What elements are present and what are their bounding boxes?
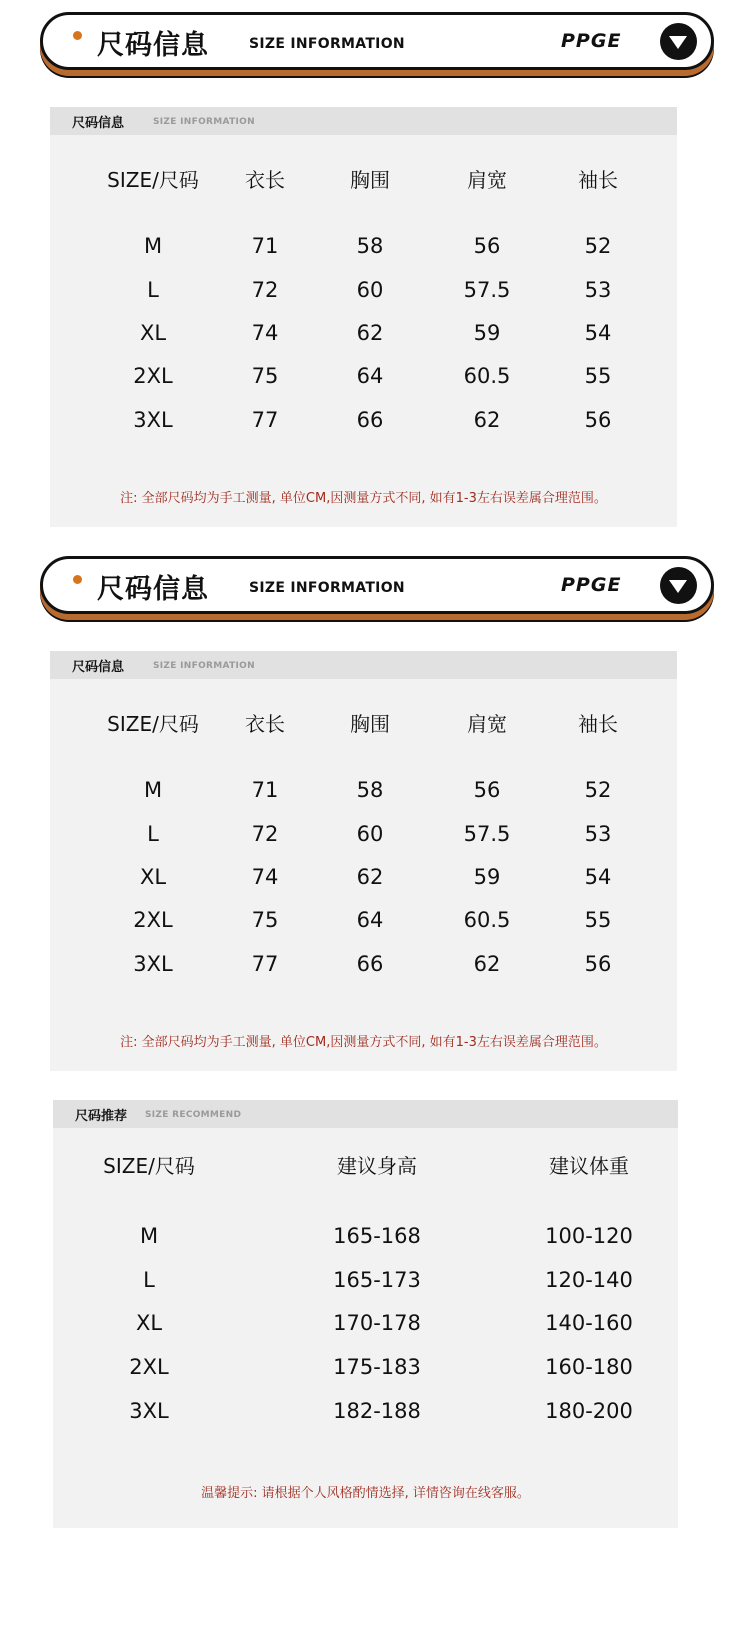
size-label-cell: L bbox=[147, 278, 159, 302]
tip-note: 温馨提示: 请根据个人风格酌情选择, 详情咨询在线客服。 bbox=[201, 1486, 530, 1501]
table-cell: 53 bbox=[584, 278, 612, 302]
size-label-cell: 2XL bbox=[129, 1355, 169, 1379]
table-cell: 62 bbox=[473, 408, 501, 432]
table-cell: 59 bbox=[473, 321, 501, 345]
table-cell: 72 bbox=[251, 278, 279, 302]
table-cell: 75 bbox=[251, 364, 279, 388]
table-cell: 71 bbox=[251, 778, 279, 802]
table-cell: 60.5 bbox=[463, 364, 511, 388]
table-cell: 74 bbox=[251, 865, 279, 889]
panel-title-cn: 尺码推荐 bbox=[75, 1109, 128, 1124]
table-cell: 60 bbox=[356, 822, 384, 846]
column-header: 胸围 bbox=[350, 712, 390, 736]
section-title-en: SIZE INFORMATION bbox=[249, 580, 405, 596]
column-header: 肩宽 bbox=[467, 168, 507, 192]
size-label-cell: XL bbox=[139, 321, 167, 345]
size-label-cell: L bbox=[147, 822, 159, 846]
table-cell: 74 bbox=[251, 321, 279, 345]
measurement-note: 注: 全部尺码均为手工测量, 单位CM,因测量方式不同, 如有1-3左右误差属合理范围。 bbox=[120, 491, 607, 506]
size-label-cell: 3XL bbox=[133, 952, 173, 976]
table-cell: 64 bbox=[356, 364, 384, 388]
table-cell: 58 bbox=[356, 778, 384, 802]
brand-logo: PPGE bbox=[561, 30, 622, 52]
panel-title-bar bbox=[50, 651, 677, 679]
table-cell: 53 bbox=[584, 822, 612, 846]
table-cell: 56 bbox=[584, 952, 612, 976]
table-cell: 57.5 bbox=[463, 822, 511, 846]
table-cell: 56 bbox=[473, 234, 501, 258]
size-label-cell: M bbox=[143, 234, 163, 258]
table-cell: 140-160 bbox=[545, 1311, 633, 1335]
chevron-down-icon bbox=[660, 23, 697, 60]
column-header: SIZE/尺码 bbox=[107, 168, 199, 192]
table-cell: 170-178 bbox=[333, 1311, 421, 1335]
column-header: 袖长 bbox=[578, 712, 618, 736]
table-cell: 66 bbox=[356, 952, 384, 976]
size-label-cell: 3XL bbox=[129, 1399, 169, 1423]
table-cell: 66 bbox=[356, 408, 384, 432]
size-label-cell: XL bbox=[139, 865, 167, 889]
table-cell: 57.5 bbox=[463, 278, 511, 302]
table-cell: 56 bbox=[584, 408, 612, 432]
column-header: 建议体重 bbox=[549, 1154, 629, 1178]
table-cell: 120-140 bbox=[545, 1268, 633, 1292]
panel-title-en: SIZE INFORMATION bbox=[153, 661, 255, 671]
table-cell: 62 bbox=[356, 321, 384, 345]
table-cell: 160-180 bbox=[545, 1355, 633, 1379]
section-title-cn: 尺码信息 bbox=[97, 30, 209, 61]
table-cell: 59 bbox=[473, 865, 501, 889]
table-cell: 60.5 bbox=[463, 908, 511, 932]
size-label-cell: M bbox=[139, 1224, 159, 1248]
table-cell: 64 bbox=[356, 908, 384, 932]
brand-logo: PPGE bbox=[561, 574, 622, 596]
table-cell: 52 bbox=[584, 778, 612, 802]
section-title-cn: 尺码信息 bbox=[97, 574, 209, 605]
table-cell: 62 bbox=[356, 865, 384, 889]
table-cell: 72 bbox=[251, 822, 279, 846]
size-label-cell: XL bbox=[135, 1311, 163, 1335]
table-cell: 77 bbox=[251, 408, 279, 432]
table-cell: 55 bbox=[584, 364, 612, 388]
panel-title-en: SIZE INFORMATION bbox=[153, 117, 255, 127]
table-cell: 165-173 bbox=[333, 1268, 421, 1292]
column-header: 肩宽 bbox=[467, 712, 507, 736]
panel-title-en: SIZE RECOMMEND bbox=[145, 1110, 242, 1120]
size-info-panel-1 bbox=[50, 107, 677, 527]
section-header-2 bbox=[40, 556, 714, 614]
column-header: 衣长 bbox=[245, 168, 285, 192]
table-cell: 175-183 bbox=[333, 1355, 421, 1379]
table-cell: 62 bbox=[473, 952, 501, 976]
section-title-en: SIZE INFORMATION bbox=[249, 36, 405, 52]
column-header: 袖长 bbox=[578, 168, 618, 192]
column-header: 衣长 bbox=[245, 712, 285, 736]
table-cell: 75 bbox=[251, 908, 279, 932]
column-header: SIZE/尺码 bbox=[103, 1154, 195, 1178]
column-header: 胸围 bbox=[350, 168, 390, 192]
panel-title-cn: 尺码信息 bbox=[72, 660, 125, 675]
table-cell: 54 bbox=[584, 321, 612, 345]
table-cell: 58 bbox=[356, 234, 384, 258]
size-label-cell: L bbox=[143, 1268, 155, 1292]
size-recommend-panel bbox=[53, 1100, 678, 1528]
table-cell: 56 bbox=[473, 778, 501, 802]
panel-title-bar bbox=[53, 1100, 678, 1128]
table-cell: 71 bbox=[251, 234, 279, 258]
bullet-dot-icon bbox=[73, 575, 82, 584]
panel-title-bar bbox=[50, 107, 677, 135]
table-cell: 180-200 bbox=[545, 1399, 633, 1423]
column-header: 建议身高 bbox=[337, 1154, 417, 1178]
column-header: SIZE/尺码 bbox=[107, 712, 199, 736]
table-cell: 182-188 bbox=[333, 1399, 421, 1423]
size-label-cell: 2XL bbox=[133, 908, 173, 932]
size-label-cell: 2XL bbox=[133, 364, 173, 388]
section-header-1 bbox=[40, 12, 714, 70]
table-cell: 165-168 bbox=[333, 1224, 421, 1248]
size-label-cell: M bbox=[143, 778, 163, 802]
bullet-dot-icon bbox=[73, 31, 82, 40]
table-cell: 54 bbox=[584, 865, 612, 889]
panel-title-cn: 尺码信息 bbox=[72, 116, 125, 131]
table-cell: 55 bbox=[584, 908, 612, 932]
size-label-cell: 3XL bbox=[133, 408, 173, 432]
measurement-note: 注: 全部尺码均为手工测量, 单位CM,因测量方式不同, 如有1-3左右误差属合理范围。 bbox=[120, 1035, 607, 1050]
table-cell: 77 bbox=[251, 952, 279, 976]
table-cell: 52 bbox=[584, 234, 612, 258]
table-cell: 100-120 bbox=[545, 1224, 633, 1248]
size-info-panel-2 bbox=[50, 651, 677, 1071]
table-cell: 60 bbox=[356, 278, 384, 302]
chevron-down-icon bbox=[660, 567, 697, 604]
